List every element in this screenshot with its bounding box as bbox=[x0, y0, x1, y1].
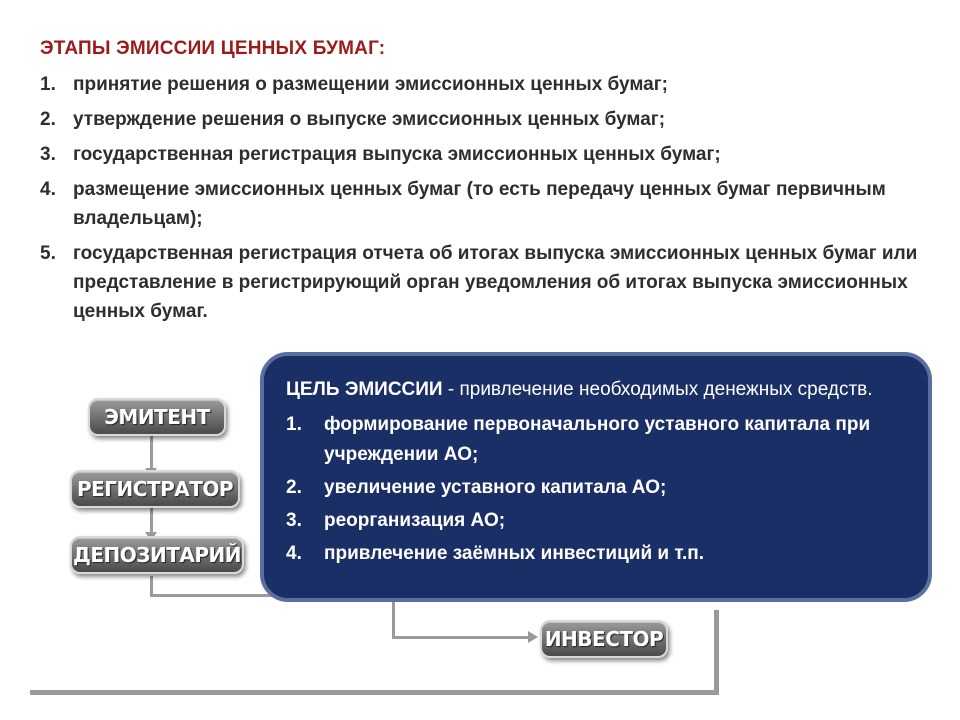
goal-list bbox=[286, 410, 900, 569]
connector-line bbox=[150, 576, 153, 596]
goal-item bbox=[286, 473, 900, 503]
goal-text: формирование первоначального уставного капитала при учреждении АО; bbox=[324, 414, 871, 465]
stage-number: 1. bbox=[40, 74, 56, 95]
stage-number: 4. bbox=[40, 179, 56, 200]
stage-item bbox=[40, 175, 920, 233]
goal-heading bbox=[286, 376, 900, 404]
node-investor: ИНВЕСТОР bbox=[540, 620, 668, 658]
goal-number: 2. bbox=[286, 477, 302, 498]
stage-item bbox=[40, 140, 920, 169]
goal-item bbox=[286, 410, 900, 470]
stage-text: размещение эмиссионных ценных бумаг (то есть передачу ценных бумаг первичным владельцам); bbox=[73, 179, 886, 229]
stage-number: 2. bbox=[40, 109, 56, 130]
node-emitent: ЭМИТЕНТ bbox=[88, 398, 226, 436]
stage-number: 5. bbox=[40, 243, 56, 264]
frame-line bbox=[714, 610, 719, 694]
goal-heading-label: ЦЕЛЬ ЭМИССИИ bbox=[286, 379, 443, 400]
goal-box bbox=[260, 352, 932, 602]
goal-number: 1. bbox=[286, 414, 302, 435]
connector-line bbox=[392, 636, 532, 639]
stage-item bbox=[40, 70, 920, 99]
goal-item bbox=[286, 539, 900, 569]
stage-text: утверждение решения о выпуске эмиссионных ценных бумаг; bbox=[73, 109, 666, 130]
node-depositary: ДЕПОЗИТАРИЙ bbox=[70, 536, 244, 574]
goal-text: увеличение уставного капитала АО; bbox=[324, 477, 667, 498]
goal-number: 4. bbox=[286, 543, 302, 564]
frame-line bbox=[30, 690, 719, 695]
stage-list bbox=[40, 70, 920, 332]
goal-item bbox=[286, 506, 900, 536]
goal-heading-text: - привлечение необходимых денежных средств. bbox=[442, 379, 873, 400]
stage-text: государственная регистрация выпуска эмиссионных ценных бумаг; bbox=[73, 144, 721, 165]
connector-line bbox=[150, 432, 153, 472]
arrow-right-icon bbox=[528, 631, 538, 643]
goal-number: 3. bbox=[286, 510, 302, 531]
slide-title: ЭТАПЫ ЭМИССИИ ЦЕННЫХ БУМАГ: bbox=[40, 38, 386, 59]
node-registrar: РЕГИСТРАТОР bbox=[70, 470, 240, 508]
stage-number: 3. bbox=[40, 144, 56, 165]
stage-text: принятие решения о размещении эмиссионных ценных бумаг; bbox=[73, 74, 668, 95]
goal-text: реорганизация АО; bbox=[324, 510, 506, 531]
stage-text: государственная регистрация отчета об итогах выпуска эмиссионных ценных бумаг или представление в регистрирующий орган уведомления об итогах выпуска эмиссионных ценных бумаг. bbox=[73, 243, 918, 322]
stage-item bbox=[40, 239, 920, 326]
stage-item bbox=[40, 105, 920, 134]
goal-text: привлечение заёмных инвестиций и т.п. bbox=[324, 543, 705, 564]
